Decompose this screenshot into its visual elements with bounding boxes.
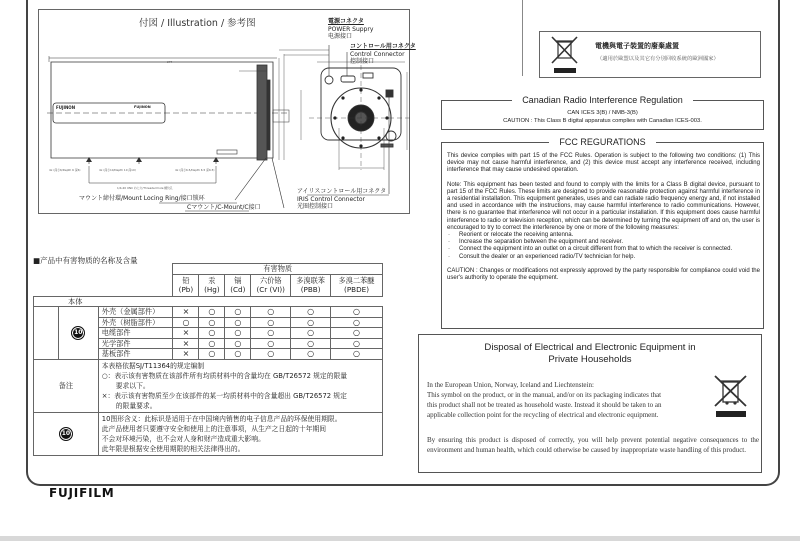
cell: ○	[331, 338, 383, 349]
epup-icon-cell	[58, 307, 98, 360]
table-row	[34, 307, 383, 318]
thread-note: 1/4-20 UNC ねじ穴/Threaded hole 螺纹孔	[117, 186, 173, 190]
canada-line1: CAN ICES 3(B) / NMB-3(B)	[567, 110, 638, 116]
fujifilm-logo: FUJIFILM	[49, 486, 115, 500]
crossed-bin-icon	[550, 35, 580, 75]
note-line: 的限量要求。	[115, 401, 157, 410]
divider-line	[522, 0, 523, 76]
cell: ○	[199, 328, 225, 339]
disposal-title-line2: Private Households	[548, 353, 632, 365]
mount-ring-callout: マウント締付環/Mount Locing Ring/接口锁环	[79, 195, 205, 202]
cell: ○	[251, 338, 291, 349]
fcc-paragraph-2: Note: This equipment has been tested and found to comply with the limits for a Class B digital device, pursuant to part 15 of the FCC Rules. These limits are designed to provide reasonable protection against harmful interference in a residential installation. This equipment generates, uses and can radiate radio frequency energy and, if not installed and used in accordance with the instructions, may cause harmful interference to radio communications. However, there is no guarantee that interference will not occur in a particular installation. If this equipment does cause harmful interference to radio or television reception, which can be determined by turning the equipment off and on, the user is encouraged to try to correct the interference by one or more of the following measures:	[447, 181, 760, 231]
dimension-text: 277	[167, 60, 173, 64]
disposal-line: this product shall not be treated as household waste. Instead it should be taken to an	[427, 401, 662, 409]
cell: ○	[199, 338, 225, 349]
iris-connector-callout	[297, 188, 386, 211]
power-en: POWER Suppry	[328, 25, 374, 33]
hole-note-2: 4x (深さ10/Depth 10 深10)	[99, 168, 136, 172]
iris-en: IRIS Control Connector	[297, 195, 365, 203]
disposal-title-line1: Disposal of Electrical and Electronic Equipment in	[484, 342, 696, 353]
cell: ○	[291, 338, 331, 349]
hazard-table-heading: ■产品中有害物质的名称及含量	[33, 256, 138, 265]
note-line: 要求以下。	[115, 381, 150, 390]
body-label: 本体	[34, 296, 383, 307]
col-hg: 汞 (Hg)	[199, 274, 225, 296]
disposal-line: In the European Union, Norway, Iceland and Liechtenstein:	[427, 381, 594, 389]
disposal-line: This symbol on the product, or in the manual, and/or on its packaging indicates that	[427, 391, 662, 399]
notes-label: 备注	[34, 359, 99, 412]
disposal-title	[419, 342, 761, 365]
hole-note-1: 4x (深さ6/Depth 6 深6)	[49, 168, 81, 172]
illustration-panel	[38, 9, 416, 214]
fcc-title	[442, 137, 763, 147]
iris-cn: 光圈控制接口	[297, 203, 334, 210]
camera-drawing	[39, 10, 411, 215]
fcc-caution: CAUTION : Changes or modifications not expressly approved by the party responsible for compliance could void the user's authority to operate the equipment.	[447, 267, 760, 282]
cell: ×	[173, 338, 199, 349]
illustration-title: 付図 / Illustration / 参考图	[139, 18, 256, 29]
weee-chinese-title: 電機與電子裝置的廢棄處置	[595, 42, 679, 50]
epup-line: 10图形含义：此标识是适用于在中国境内销售的电子信息产品的环保使用期限。	[101, 414, 342, 423]
epup-line: 不会对环境污染，也不会对人身和财产造成重大影响。	[101, 434, 265, 443]
epup-text	[98, 412, 382, 455]
cell: ×	[173, 349, 199, 360]
power-jp: 電源コネクタ	[328, 18, 364, 25]
fcc-measure: · Connect the equipment into an outlet on a circuit different from that to which the receiver is connected.	[447, 246, 760, 253]
body-label-right: FUJINON	[134, 105, 151, 109]
cell: ○	[251, 349, 291, 360]
col-pbde: 多溴二苯醚 (PBDE)	[331, 274, 383, 296]
disposal-paragraph-1	[427, 380, 707, 420]
epup-line: 此年限是根据安全使用期限的相关法律得出的。	[101, 444, 245, 453]
epup-10-icon: 10	[59, 427, 73, 441]
hazard-table	[33, 263, 383, 456]
col-cd: 镉 (Cd)	[225, 274, 251, 296]
col-pbb: 多溴联苯 (PBB)	[291, 274, 331, 296]
fcc-measure: · Consult the dealer or an experienced radio/TV technician for help.	[447, 254, 760, 261]
cell: ○	[225, 328, 251, 339]
cell: ○	[251, 328, 291, 339]
part-name: 外壳（树脂部件）	[98, 317, 173, 328]
canada-regulation-box	[441, 95, 764, 130]
part-name: 外壳（金属部件）	[98, 307, 173, 318]
control-en: Control Connector	[350, 50, 405, 58]
cell: ○	[291, 328, 331, 339]
epup-icon-cell-2	[34, 412, 99, 455]
disposal-paragraph-2: By ensuring this product is disposed of correctly, you will help prevent potential negative consequences to the environment and human health, which could otherwise be caused by inappropriate waste handling of this product.	[427, 436, 759, 454]
cell: ○	[199, 317, 225, 328]
fcc-title-text: FCC REGURATIONS	[549, 137, 655, 147]
disposal-line: applicable collection point for the recycling of electrical and electronic equipment.	[427, 411, 659, 419]
fcc-paragraph-1: This device complies with part 15 of the FCC Rules. Operation is subject to the following two conditions: (1) This device may not cause harmful interference, and (2) this device must accept any interference received, including interference that may cause undesired operation.	[447, 153, 760, 174]
epup-line: 此产品使用者只要遵守安全和使用上的注意事项，从生产之日起的十年期间	[101, 424, 327, 433]
power-connector-callout	[328, 18, 373, 41]
part-name: 基板部件	[98, 349, 173, 360]
cell: ○	[225, 338, 251, 349]
cell: ○	[291, 317, 331, 328]
canada-title	[442, 95, 763, 105]
control-cn: 控制接口	[350, 58, 375, 65]
note-line: 本表格依据SJ/T11364的规定编制	[101, 361, 205, 370]
cell: ○	[331, 307, 383, 318]
cell: ×	[173, 328, 199, 339]
weee-chinese-subtitle: （適用於歐盟以及其它有分別回收系統的歐洲國家）	[597, 56, 719, 62]
note-line: ×：表示该有害物质至少在该部件的某一均质材料中的含量超出 GB/T26572 规定	[101, 391, 347, 400]
fcc-measures-list	[447, 232, 760, 261]
control-jp: コントロール用コネクタ	[350, 43, 416, 50]
cell: ○	[199, 307, 225, 318]
cell: ○	[225, 317, 251, 328]
control-connector-callout	[350, 43, 416, 66]
cell: ○	[173, 317, 199, 328]
col-pb: 铅 (Pb)	[173, 274, 199, 296]
weee-bin-icon	[713, 373, 749, 419]
note-line: ○：表示该有害物质在该部件所有均质材料中的含量均在 GB/T26572 规定的限量	[101, 371, 348, 380]
canada-title-text: Canadian Radio Interference Regulation	[512, 95, 693, 105]
cell: ○	[291, 307, 331, 318]
cell: ○	[331, 328, 383, 339]
fcc-regulation-box	[441, 137, 764, 329]
body-label-fujinon: FUJINON	[56, 105, 76, 110]
cell: ○	[331, 349, 383, 360]
part-name: 电缆部件	[98, 328, 173, 339]
cell: ○	[291, 349, 331, 360]
epup-10-icon: 10	[71, 326, 85, 340]
fcc-measure: · Reorient or relocate the receiving antenna.	[447, 232, 760, 239]
disposal-box	[418, 334, 762, 473]
canada-line2: CAUTION : This Class B digital apparatus complies with Canadian ICES-003.	[503, 118, 702, 124]
iris-jp: アイリスコントロール用コネクタ	[297, 188, 387, 195]
c-mount-callout: Cマウント/C-Mount/C接口	[187, 204, 261, 211]
cell: ○	[251, 317, 291, 328]
side-view	[47, 50, 329, 208]
hole-note-3: 4x (深さ6.5/Depth 6.5 深6.5)	[175, 168, 215, 172]
front-view	[309, 45, 411, 194]
weee-chinese-box	[539, 31, 761, 78]
cell: ×	[173, 307, 199, 318]
cell: ○	[251, 307, 291, 318]
group-header: 有害物质	[173, 264, 383, 275]
cell: ○	[331, 317, 383, 328]
cell: ○	[199, 349, 225, 360]
hazard-table-wrap	[33, 263, 383, 456]
fcc-measure: · Increase the separation between the equipment and receiver.	[447, 239, 760, 246]
part-name: 光学部件	[98, 338, 173, 349]
cell: ○	[225, 349, 251, 360]
cell: ○	[225, 307, 251, 318]
bottom-strip	[0, 536, 800, 541]
power-cn: 电源接口	[328, 33, 353, 40]
col-cr6: 六价铬 (Cr (VI))	[251, 274, 291, 296]
notes-text	[98, 359, 382, 412]
fcc-body	[447, 153, 760, 289]
